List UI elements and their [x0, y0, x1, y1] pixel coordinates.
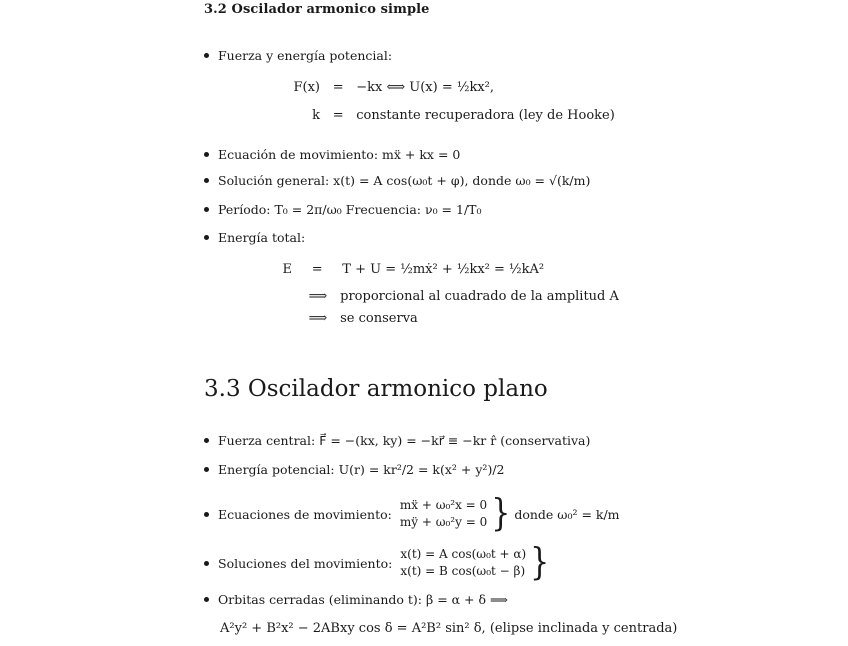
- bullet-text: Ecuaciones de movimiento:: [218, 506, 392, 522]
- bullet-solucion-general: [204, 173, 590, 188]
- bullet-dot: [204, 235, 209, 240]
- bullet-text: Solución general: x(t) = A cos(ω₀t + φ), donde ω₀ = √(k/m): [218, 173, 591, 188]
- solution-row-x: x(t) = A cos(ω₀t + α): [400, 547, 527, 561]
- eq-rhs: T + U = ½mẋ² + ½kx² = ½kA²: [342, 262, 545, 277]
- bullet-text: Energía total:: [218, 230, 306, 245]
- section-3-2-title: 3.2 Oscilador armonico simple: [204, 2, 430, 17]
- bullet-ecuacion-movimiento: [204, 147, 460, 162]
- equation-row-y: mÿ + ω₀²y = 0: [399, 515, 488, 529]
- bullet-soluciones-movimiento: [204, 540, 553, 585]
- eq-rhs: proporcional al cuadrado de la amplitud A: [340, 289, 619, 304]
- energy-equation-row-3: [300, 311, 418, 326]
- bullet-dot: [204, 438, 209, 443]
- bullet-energia-total: [204, 230, 305, 245]
- force-equation-row-2: [280, 108, 615, 123]
- bullet-dot: [204, 207, 209, 212]
- right-brace-icon: }: [530, 540, 550, 585]
- equation-system: [400, 497, 487, 531]
- bullet-text: Energía potencial: U(r) = kr²/2 = k(x² + y²)/2: [218, 462, 505, 477]
- eq-lhs: k: [312, 108, 320, 123]
- eq-lhs: E: [282, 262, 292, 277]
- bullet-text: Soluciones del movimiento:: [218, 555, 393, 571]
- bullet-dot: [204, 597, 209, 602]
- eq-rhs: constante recuperadora (ley de Hooke): [356, 108, 615, 123]
- bullet-dot: [204, 561, 209, 566]
- eq-rhs: −kx ⟺ U(x) = ½kx²,: [356, 80, 495, 95]
- bullet-dot: [204, 178, 209, 183]
- eq-sign: =: [332, 108, 344, 123]
- eq-sign: ⟹: [308, 289, 328, 304]
- bullet-text: Ecuación de movimiento: mẍ + kx = 0: [218, 147, 461, 162]
- bullet-text: Fuerza central: F⃗ = −(kx, ky) = −kr⃗ ≡ −kr r̂ (conservativa): [218, 433, 591, 448]
- energy-equation-row-1: [272, 262, 544, 277]
- bullet-text: Orbitas cerradas (eliminando t): β = α + δ ⟹: [218, 592, 508, 607]
- bullet-text: Período: T₀ = 2π/ω₀ Frecuencia: ν₀ = 1/T₀: [218, 202, 482, 217]
- eq-sign: ⟹: [308, 311, 328, 326]
- equation-suffix: donde ω₀² = k/m: [514, 506, 620, 522]
- bullet-dot: [204, 152, 209, 157]
- bullet-dot: [204, 467, 209, 472]
- bullet-dot: [204, 512, 209, 517]
- right-brace-icon: }: [491, 491, 511, 536]
- ellipse-equation: A²y² + B²x² − 2ABxy cos δ = A²B² sin² δ, (elipse inclinada y centrada): [220, 621, 678, 636]
- bullet-energia-potencial: [204, 462, 504, 477]
- section-3-3-title: 3.3 Oscilador armonico plano: [204, 376, 548, 402]
- bullet-fuerza-central: [204, 433, 590, 448]
- eq-sign: =: [332, 80, 344, 95]
- eq-rhs: se conserva: [340, 311, 418, 326]
- bullet-periodo: [204, 202, 482, 217]
- solution-row-y: x(t) = B cos(ω₀t − β): [400, 564, 526, 578]
- energy-equation-row-2: [300, 289, 619, 304]
- solution-system: [400, 546, 526, 580]
- bullet-dot: [204, 53, 209, 58]
- bullet-text: Fuerza y energía potencial:: [218, 48, 393, 63]
- eq-sign: =: [311, 262, 323, 277]
- equation-row-x: mẍ + ω₀²x = 0: [399, 498, 488, 512]
- bullet-ecuaciones-movimiento: [204, 491, 620, 536]
- bullet-orbitas-cerradas: [204, 592, 508, 607]
- eq-lhs: F(x): [293, 80, 320, 95]
- bullet-fuerza-energia: [204, 48, 392, 63]
- force-equation-row-1: [280, 80, 494, 95]
